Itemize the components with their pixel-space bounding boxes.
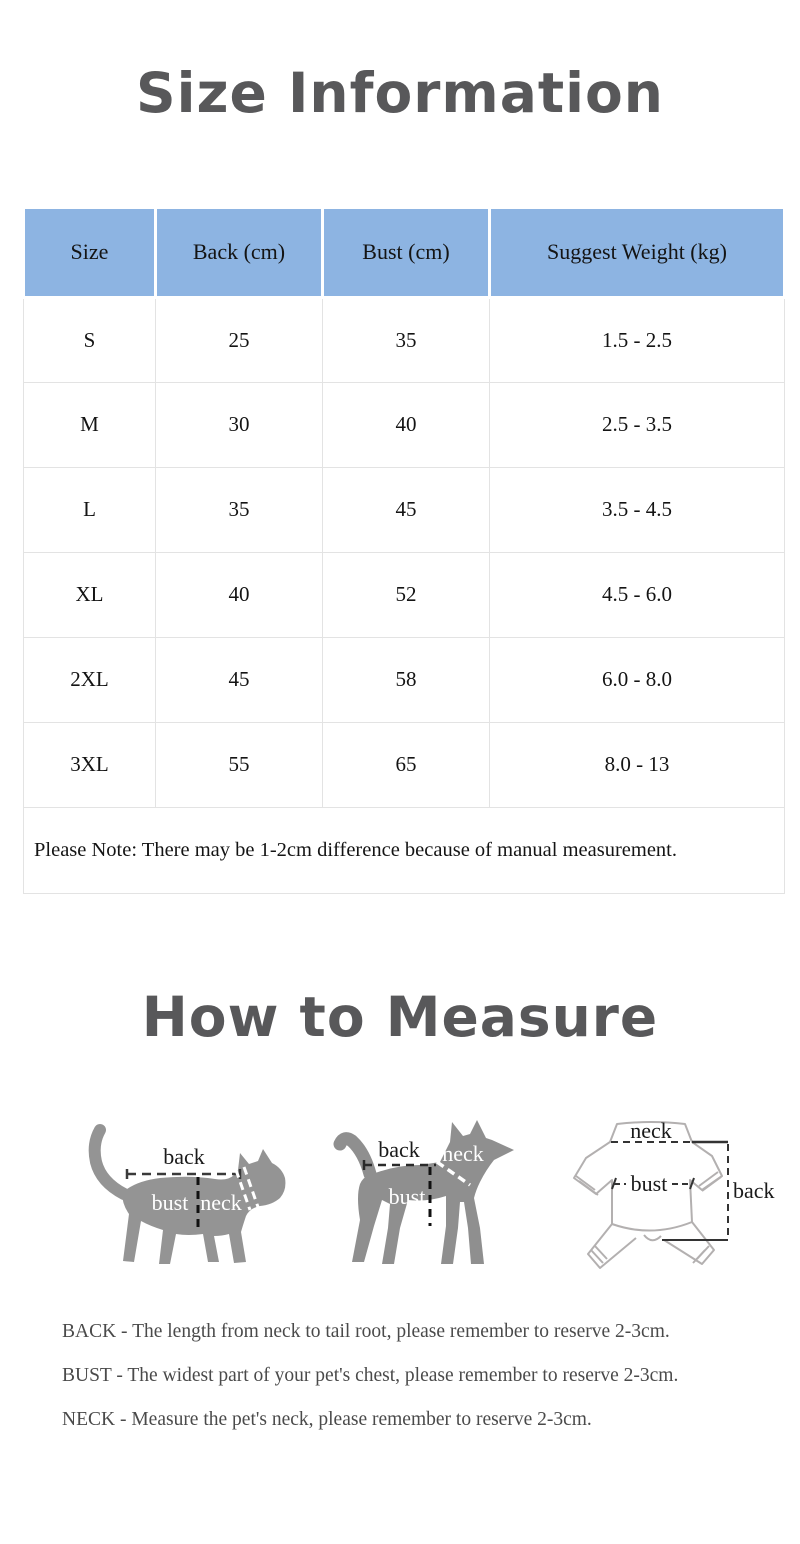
table-note: Please Note: There may be 1-2cm difference because of manual measurement. [24, 807, 785, 893]
dog-measure-diagram-icon [300, 1078, 560, 1298]
garment-back-label: back [733, 1178, 775, 1203]
table-cell: 4.5 - 6.0 [490, 552, 785, 637]
table-cell: 30 [156, 382, 323, 467]
table-cell: 6.0 - 8.0 [490, 637, 785, 722]
garment-neck-label: neck [630, 1118, 672, 1143]
garment-bust-label: bust [630, 1171, 668, 1196]
table-cell: 52 [323, 552, 490, 637]
table-row [24, 722, 785, 807]
dog-neck-label: neck [442, 1141, 484, 1166]
table-cell: S [24, 297, 156, 382]
table-cell: 2XL [24, 637, 156, 722]
dog-silhouette-icon [352, 1120, 514, 1264]
dog-back-label: back [378, 1137, 420, 1162]
table-cell: 8.0 - 13 [490, 722, 785, 807]
table-cell: 3.5 - 4.5 [490, 467, 785, 552]
col-header-back: Back (cm) [156, 207, 323, 297]
size-table-header-row [24, 207, 785, 297]
table-row [24, 297, 785, 382]
measure-diagrams [0, 1078, 800, 1298]
table-cell: XL [24, 552, 156, 637]
table-cell: 3XL [24, 722, 156, 807]
table-cell: 58 [323, 637, 490, 722]
table-row [24, 637, 785, 722]
cat-neck-label: neck [200, 1190, 242, 1215]
table-cell: 45 [323, 467, 490, 552]
col-header-bust: Bust (cm) [323, 207, 490, 297]
bust-note: BUST - The widest part of your pet's chest, please remember to reserve 2-3cm. [62, 1365, 679, 1386]
dog-tail-icon [340, 1139, 370, 1174]
table-note-row [24, 807, 785, 893]
table-row [24, 382, 785, 467]
table-row [24, 552, 785, 637]
cat-measure-diagram-icon [0, 1078, 300, 1298]
cat-tail-icon [95, 1130, 124, 1194]
table-cell: 35 [156, 467, 323, 552]
dog-bust-label: bust [388, 1184, 426, 1209]
back-note: BACK - The length from neck to tail root, please remember to reserve 2-3cm. [62, 1321, 670, 1342]
table-cell: 55 [156, 722, 323, 807]
neck-note: NECK - Measure the pet's neck, please remember to reserve 2-3cm. [62, 1409, 592, 1430]
cat-bust-label: bust [151, 1190, 189, 1215]
table-cell: M [24, 382, 156, 467]
col-header-weight: Suggest Weight (kg) [490, 207, 785, 297]
cat-back-label: back [163, 1144, 205, 1169]
table-cell: 45 [156, 637, 323, 722]
table-cell: 40 [156, 552, 323, 637]
table-cell: 1.5 - 2.5 [490, 297, 785, 382]
page-title-size-information: Size Information [136, 61, 664, 125]
table-cell: 40 [323, 382, 490, 467]
col-header-size: Size [24, 207, 156, 297]
table-cell: 35 [323, 297, 490, 382]
table-cell: 25 [156, 297, 323, 382]
table-row [24, 467, 785, 552]
table-cell: 65 [323, 722, 490, 807]
page-title-how-to-measure: How to Measure [141, 984, 659, 1049]
table-cell: 2.5 - 3.5 [490, 382, 785, 467]
table-cell: L [24, 467, 156, 552]
measure-notes [62, 1310, 800, 1442]
garment-measure-diagram-icon [560, 1078, 800, 1298]
size-table [22, 206, 786, 894]
